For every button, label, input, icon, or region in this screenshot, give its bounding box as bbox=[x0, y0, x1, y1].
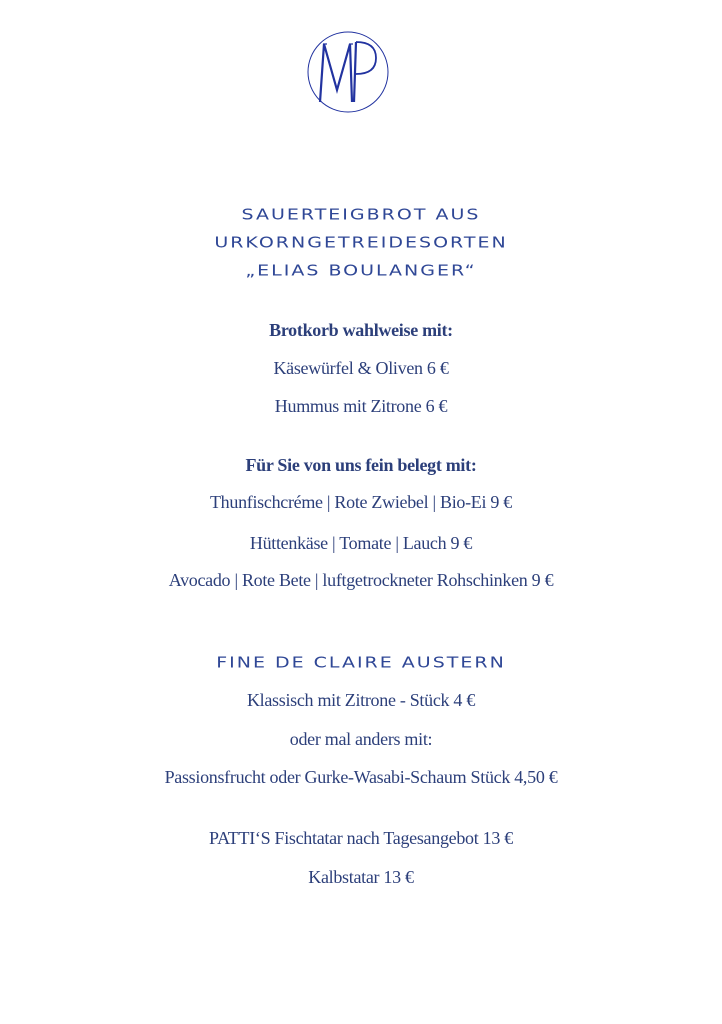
topped-item: Avocado | Rote Bete | luftgetrockneter Rohschinken 9 € bbox=[168, 570, 554, 590]
tartare-line: PATTI‘S Fischtatar nach Tagesangebot 13 € bbox=[209, 828, 513, 848]
oysters-heading: FINE DE CLAIRE AUSTERN bbox=[216, 654, 506, 672]
oysters-line: oder mal anders mit: bbox=[289, 729, 433, 749]
oysters-line: Passionsfrucht oder Gurke-Wasabi-Schaum Stück 4,50 € bbox=[164, 767, 558, 787]
oysters-line: Klassisch mit Zitrone - Stück 4 € bbox=[246, 690, 476, 710]
topped-title: Für Sie von uns fein belegt mit: bbox=[245, 455, 477, 475]
topped-item: Hüttenkäse | Tomate | Lauch 9 € bbox=[249, 533, 473, 553]
bread-heading-line-2: URKORNGETREIDESORTEN bbox=[214, 234, 508, 252]
mp-logo bbox=[306, 30, 390, 114]
basket-item: Käsewürfel & Oliven 6 € bbox=[273, 358, 449, 378]
tartare-line: Kalbstatar 13 € bbox=[308, 867, 414, 887]
basket-title: Brotkorb wahlweise mit: bbox=[269, 320, 453, 340]
bread-heading-line-1: SAUERTEIGBROT AUS bbox=[241, 206, 481, 224]
logo-monogram-icon bbox=[306, 30, 390, 114]
bread-heading-line-3: „ELIAS BOULANGER“ bbox=[245, 262, 477, 280]
basket-item: Hummus mit Zitrone 6 € bbox=[274, 396, 448, 416]
topped-item: Thunfischcréme | Rote Zwiebel | Bio-Ei 9 € bbox=[209, 492, 513, 512]
